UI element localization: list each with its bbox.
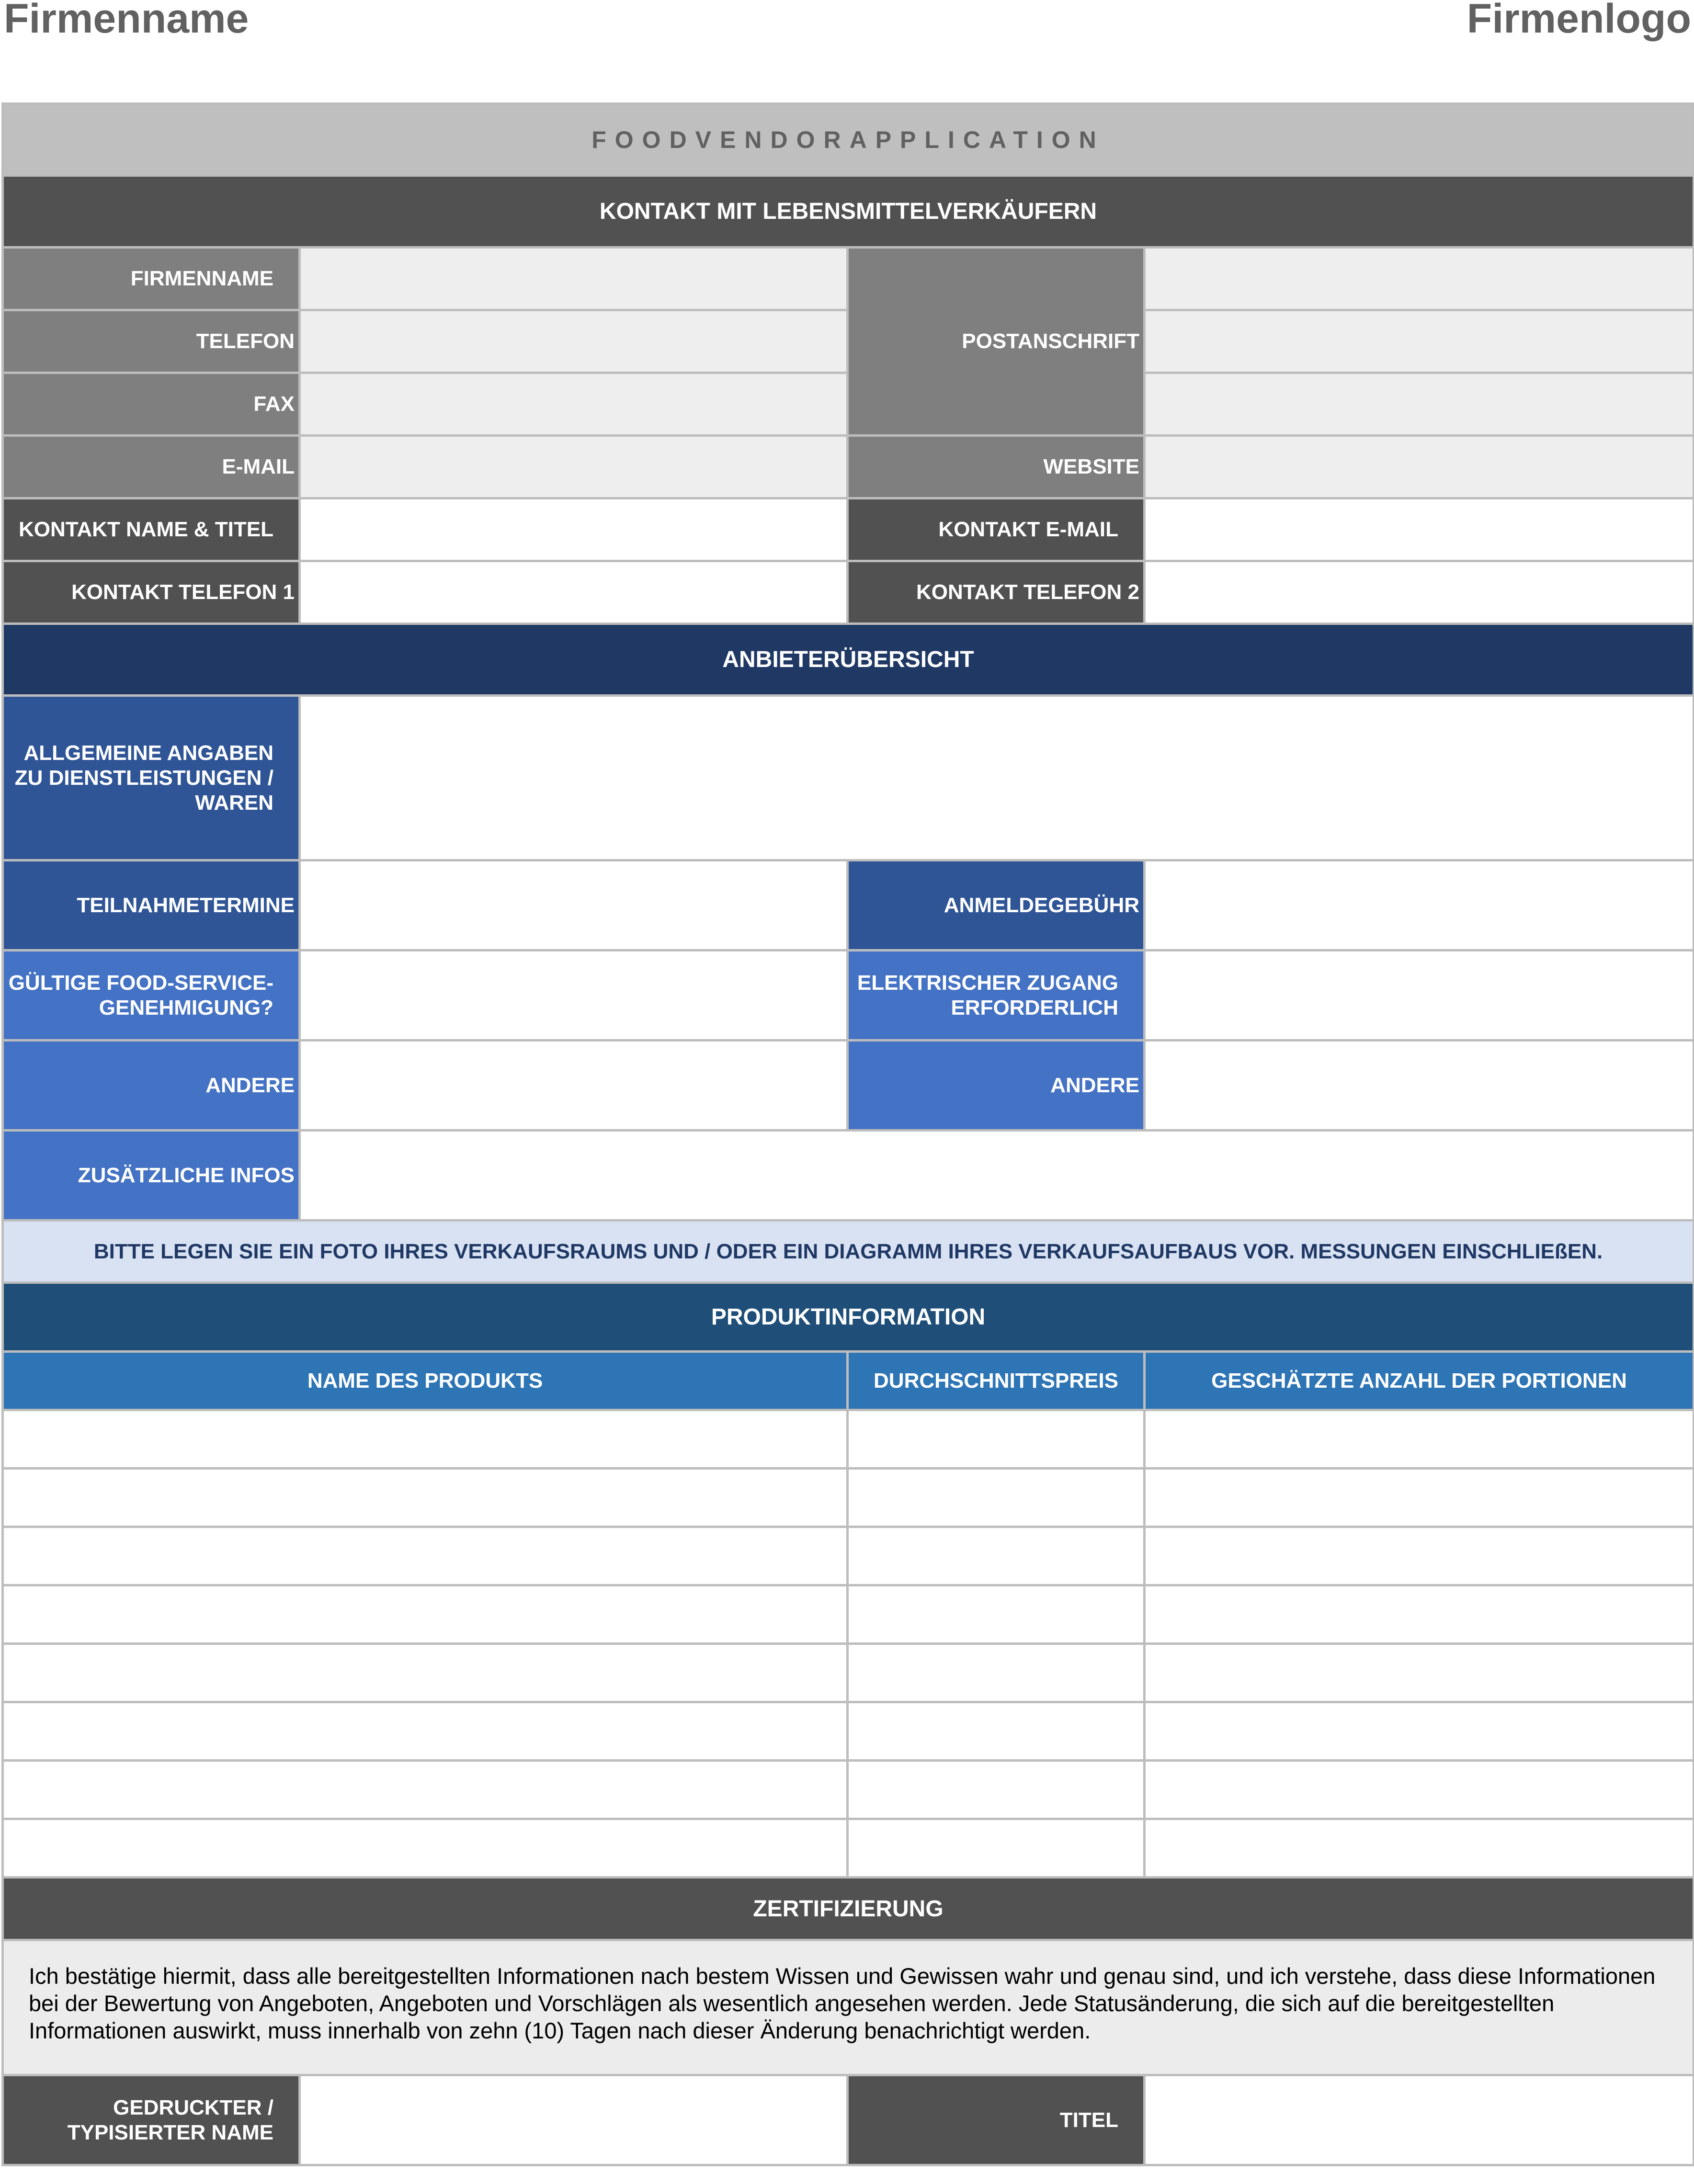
column-header-average-price: DURCHSCHNITTSPREIS — [848, 1352, 1145, 1410]
electric-access-field[interactable] — [1145, 951, 1694, 1041]
column-header-estimated-portions: GESCHÄTZTE ANZAHL DER PORTIONEN — [1145, 1352, 1694, 1410]
email-field[interactable] — [300, 436, 848, 498]
form-title: FOODVENDORAPPLICATION — [3, 104, 1694, 176]
product-price-cell[interactable] — [848, 1469, 1145, 1527]
product-price-cell[interactable] — [848, 1527, 1145, 1585]
title-label: TITEL — [848, 2075, 1145, 2165]
product-portions-cell[interactable] — [1145, 1819, 1694, 1878]
other-field-1[interactable] — [300, 1041, 848, 1131]
company-name-label: FIRMENNAME — [3, 248, 300, 310]
phone-label: TELEFON — [3, 310, 300, 373]
postal-address-field-line-3[interactable] — [1145, 373, 1694, 436]
product-portions-cell[interactable] — [1145, 1527, 1694, 1585]
registration-fee-field[interactable] — [1145, 860, 1694, 951]
website-label: WEBSITE — [848, 436, 1145, 498]
general-info-field[interactable] — [300, 696, 1694, 860]
product-price-cell[interactable] — [848, 1644, 1145, 1702]
contact-phone-1-field[interactable] — [300, 561, 848, 624]
product-portions-cell[interactable] — [1145, 1585, 1694, 1644]
electric-access-label: ELEKTRISCHER ZUGANG ERFORDERLICH — [848, 951, 1145, 1041]
printed-name-label: GEDRUCKTER / TYPISIERTER NAME — [3, 2075, 300, 2165]
company-name-field[interactable] — [300, 248, 848, 310]
product-price-cell[interactable] — [848, 1410, 1145, 1469]
email-label: E-MAIL — [3, 436, 300, 498]
registration-fee-label: ANMELDEGEBÜHR — [848, 860, 1145, 951]
additional-info-label: ZUSÄTZLICHE INFOS — [3, 1131, 300, 1221]
certification-section-header: ZERTIFIZIERUNG — [3, 1878, 1694, 1940]
products-section-header: PRODUKTINFORMATION — [3, 1283, 1694, 1352]
food-permit-label: GÜLTIGE FOOD-SERVICE-GENEHMIGUNG? — [3, 951, 300, 1041]
photo-note: BITTE LEGEN SIE EIN FOTO IHRES VERKAUFSRAUMS UND / ODER EIN DIAGRAMM IHRES VERKAUFSAUFBAUS VOR. MESSUNGEN EINSCHLIEßEN. — [3, 1221, 1694, 1283]
contact-name-title-field[interactable] — [300, 498, 848, 561]
postal-address-label: POSTANSCHRIFT — [848, 248, 1145, 436]
general-info-label: ALLGEMEINE ANGABEN ZU DIENSTLEISTUNGEN / WAREN — [3, 696, 300, 860]
product-portions-cell[interactable] — [1145, 1644, 1694, 1702]
product-price-cell[interactable] — [848, 1585, 1145, 1644]
contact-phone-2-label: KONTAKT TELEFON 2 — [848, 561, 1145, 624]
product-name-cell[interactable] — [3, 1644, 848, 1702]
product-name-cell[interactable] — [3, 1469, 848, 1527]
website-field[interactable] — [1145, 436, 1694, 498]
contact-name-title-label: KONTAKT NAME & TITEL — [3, 498, 300, 561]
postal-address-field-line-2[interactable] — [1145, 310, 1694, 373]
participation-dates-field[interactable] — [300, 860, 848, 951]
company-name-heading: Firmenname — [4, 0, 249, 42]
product-name-cell[interactable] — [3, 1702, 848, 1761]
contact-phone-1-label: KONTAKT TELEFON 1 — [3, 561, 300, 624]
food-permit-field[interactable] — [300, 951, 848, 1041]
contact-phone-2-field[interactable] — [1145, 561, 1694, 624]
title-field[interactable] — [1145, 2075, 1694, 2165]
product-name-cell[interactable] — [3, 1761, 848, 1819]
vendor-application-form — [1, 102, 1693, 2166]
phone-field[interactable] — [300, 310, 848, 373]
product-price-cell[interactable] — [848, 1819, 1145, 1878]
product-name-cell[interactable] — [3, 1585, 848, 1644]
fax-field[interactable] — [300, 373, 848, 436]
certification-statement: Ich bestätige hiermit, dass alle bereitgestellten Informationen nach bestem Wissen und Gewissen wahr und genau sind, und ich verstehe, dass diese Informationen bei der Bewertung von Angeboten, Angeboten und Vorschlägen als wesentlich angesehen werden. Jede Statusänderung, die sich auf die bereitgestellten Informationen auswirkt, muss innerhalb von zehn (10) Tagen nach dieser Änderung benachrichtigt werden. — [3, 1940, 1694, 2075]
column-header-product-name: NAME DES PRODUKTS — [3, 1352, 848, 1410]
contact-email-label: KONTAKT E-MAIL — [848, 498, 1145, 561]
product-portions-cell[interactable] — [1145, 1761, 1694, 1819]
product-name-cell[interactable] — [3, 1527, 848, 1585]
other-label-1: ANDERE — [3, 1041, 300, 1131]
contact-email-field[interactable] — [1145, 498, 1694, 561]
product-portions-cell[interactable] — [1145, 1469, 1694, 1527]
other-label-2: ANDERE — [848, 1041, 1145, 1131]
form-table — [1, 102, 1694, 2166]
company-logo-placeholder: Firmenlogo — [1467, 0, 1691, 42]
other-field-2[interactable] — [1145, 1041, 1694, 1131]
product-name-cell[interactable] — [3, 1410, 848, 1469]
overview-section-header: ANBIETERÜBERSICHT — [3, 624, 1694, 696]
postal-address-field-line-1[interactable] — [1145, 248, 1694, 310]
participation-dates-label: TEILNAHMETERMINE — [3, 860, 300, 951]
additional-info-field[interactable] — [300, 1131, 1694, 1221]
product-portions-cell[interactable] — [1145, 1702, 1694, 1761]
product-price-cell[interactable] — [848, 1702, 1145, 1761]
product-name-cell[interactable] — [3, 1819, 848, 1878]
contact-section-header: KONTAKT MIT LEBENSMITTELVERKÄUFERN — [3, 176, 1694, 248]
product-price-cell[interactable] — [848, 1761, 1145, 1819]
product-portions-cell[interactable] — [1145, 1410, 1694, 1469]
printed-name-field[interactable] — [300, 2075, 848, 2165]
fax-label: FAX — [3, 373, 300, 436]
